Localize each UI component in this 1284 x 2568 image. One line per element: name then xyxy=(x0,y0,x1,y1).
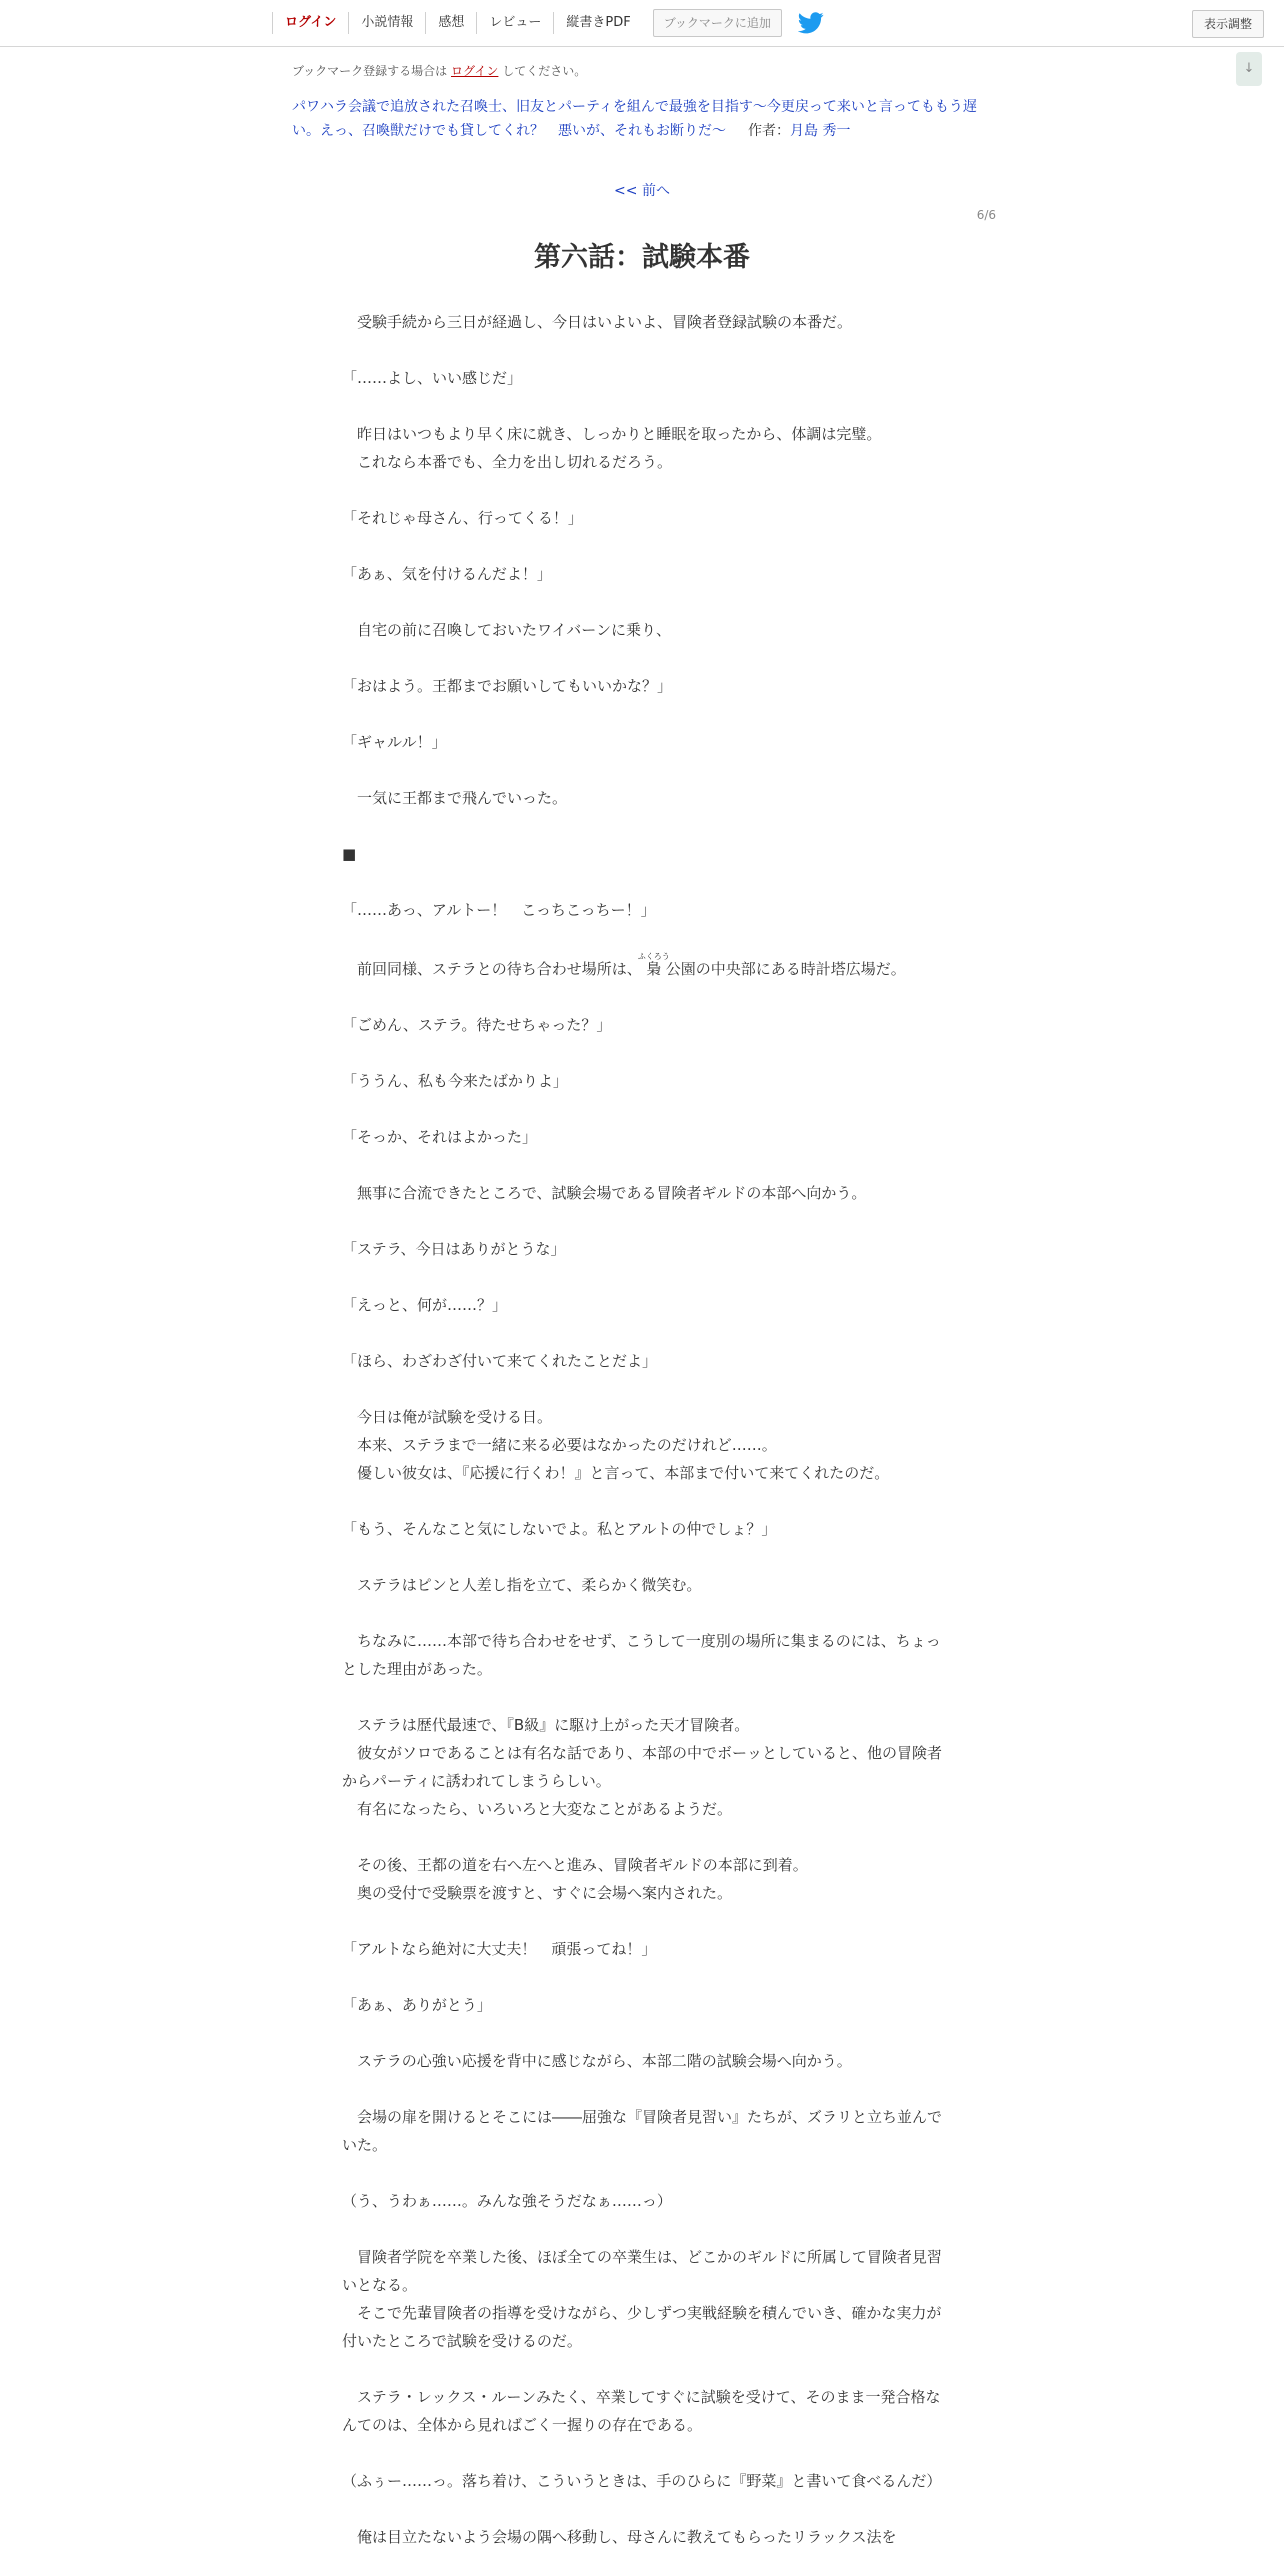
main-nav xyxy=(272,0,824,46)
blank-line xyxy=(342,1095,942,1123)
ruby-base: 梟 xyxy=(637,960,670,978)
paragraph-line: これなら本番でも、全力を出し切れるだろう。 xyxy=(357,453,673,471)
dialogue-line: 「それじゃ母さん、行ってくる！」 xyxy=(342,509,583,527)
blank-line xyxy=(342,983,942,1011)
paragraph-line: 自宅の前に召喚しておいたワイバーンに乗り、 xyxy=(357,621,671,639)
dialogue-line: 「あぁ、気を付けるんだよ！」 xyxy=(342,565,552,583)
paragraph-line: 無事に合流できたところで、試験会場である冒険者ギルドの本部へ向かう。 xyxy=(357,1184,867,1202)
dialogue-line: 「ギャルル！」 xyxy=(342,733,447,751)
notice-login-link[interactable]: ログイン xyxy=(451,64,499,78)
nav-novel-info-link[interactable]: 小説情報 xyxy=(348,12,425,34)
ruby-text-after: 公園の中央部にある時計塔広場だ。 xyxy=(665,960,906,978)
page-number: 6/6 xyxy=(976,208,996,222)
dialogue-line: 「アルトなら絶対に大丈夫！ 頑張ってね！」 xyxy=(342,1940,657,1958)
nav-review-link[interactable]: レビュー xyxy=(476,12,553,34)
paragraph-line: その後、王都の道を右へ左へと進み、冒険者ギルドの本部に到着。 xyxy=(357,1856,808,1874)
blank-line xyxy=(342,588,942,616)
ruby-reading: ふくろう xyxy=(637,952,670,961)
dialogue-line: 「……あっ、アルトー！ こっちこっちー！」 xyxy=(342,901,656,919)
paragraph-line xyxy=(342,952,942,983)
paragraph-line: 昨日はいつもより早く床に就き、しっかりと睡眠を取ったから、体調は完璧。 xyxy=(357,425,882,443)
blank-line xyxy=(342,644,942,672)
blank-line xyxy=(342,700,942,728)
scroll-down-icon[interactable]: ↓ xyxy=(1236,52,1262,86)
blank-line xyxy=(342,2439,942,2467)
bookmark-login-notice xyxy=(292,62,586,79)
series-title-link[interactable]: パワハラ会議で追放された召喚士、旧友とパーティを組んで最強を目指す～今更戻って来いと言ってももう遅い。えっ、召喚獣だけでも貸してくれ？ 悪いが、それもお断りだ～ xyxy=(292,99,977,139)
dialogue-line: 「えっと、何が……？」 xyxy=(342,1296,508,1314)
display-settings-button[interactable]: 表示調整 xyxy=(1192,10,1264,38)
blank-line xyxy=(342,868,942,896)
blank-line xyxy=(342,1823,942,1851)
paragraph-line: ステラはピンと人差し指を立て、柔らかく微笑む。 xyxy=(357,1576,702,1594)
dialogue-line: 「そっか、それはよかった」 xyxy=(342,1128,538,1146)
blank-line xyxy=(342,1907,942,1935)
twitter-icon[interactable] xyxy=(798,12,824,34)
dialogue-line: 「……よし、いい感じだ」 xyxy=(342,369,523,387)
author-name-link[interactable]: 月島 秀一 xyxy=(790,123,851,139)
blank-line xyxy=(342,336,942,364)
dialogue-line: 「もう、そんなこと気にしないでよ。私とアルトの仲でしょ？」 xyxy=(342,1520,777,1538)
dialogue-line: 「ほら、わざわざ付いて来てくれたことだよ」 xyxy=(342,1352,658,1370)
paragraph-line: 本来、ステラまで一緒に来る必要はなかったのだけれど……。 xyxy=(357,1436,777,1454)
dialogue-line: 「ステラ、今日はありがとうな」 xyxy=(342,1240,566,1258)
dialogue-line: 「ううん、私も今来たばかりよ」 xyxy=(342,1072,568,1090)
paragraph-line: ちなみに……本部で待ち合わせをせず、こうして一度別の場所に集まるのには、ちょっとした理由があった。 xyxy=(342,1632,941,1678)
nav-login-link[interactable]: ログイン xyxy=(272,12,348,34)
blank-line xyxy=(342,2495,942,2523)
paragraph-line: 受験手続から三日が経過し、今日はいよいよ、冒険者登録試験の本番だ。 xyxy=(357,313,853,331)
dialogue-line: 「ごめん、ステラ。待たせちゃった？」 xyxy=(342,1016,612,1034)
paragraph-line: ステラ・レックス・ルーンみたく、卒業してすぐに試験を受けて、そのまま一発合格なんてのは、全体から見ればごく一握りの存在である。 xyxy=(342,2388,941,2434)
blank-line xyxy=(342,1263,942,1291)
blank-line xyxy=(342,1151,942,1179)
blank-line xyxy=(342,1487,942,1515)
paragraph-line: 有名になったら、いろいろと大変なことがあるようだ。 xyxy=(357,1800,733,1818)
paragraph-line: ステラは歴代最速で、『B級』に駆け上がった天才冒険者。 xyxy=(357,1716,750,1734)
notice-suffix: してください。 xyxy=(502,64,587,78)
ruby-annotation xyxy=(637,952,670,978)
paragraph-line: 冒険者学院を卒業した後、ほぼ全ての卒業生は、どこかのギルドに所属して冒険者見習いとなる。 xyxy=(342,2248,942,2294)
chapter-title: 第六話：試験本番 xyxy=(534,242,750,273)
paragraph-line: 優しい彼女は、『応援に行くわ！』と言って、本部まで付いて来てくれたのだ。 xyxy=(357,1464,890,1482)
top-navigation-bar xyxy=(0,0,1284,47)
paragraph-line: 一気に王都まで飛んでいった。 xyxy=(357,789,568,807)
blank-line xyxy=(342,1207,942,1235)
dialogue-line: （ふぅー……っ。落ち着け、こういうときは、手のひらに『野菜』と書いて食べるんだ） xyxy=(342,2472,942,2490)
blank-line xyxy=(342,756,942,784)
dialogue-line: ■ xyxy=(342,845,357,863)
paragraph-line: 奥の受付で受験票を渡すと、すぐに会場へ案内された。 xyxy=(357,1884,733,1902)
blank-line xyxy=(342,392,942,420)
nav-impressions-link[interactable]: 感想 xyxy=(425,12,476,34)
blank-line xyxy=(342,1375,942,1403)
blank-line xyxy=(342,1599,942,1627)
dialogue-line: （う、うわぁ……。みんな強そうだなぁ……っ） xyxy=(342,2192,672,2210)
blank-line xyxy=(342,812,942,840)
series-info xyxy=(292,95,992,143)
blank-line xyxy=(342,1039,942,1067)
blank-line xyxy=(342,1683,942,1711)
add-bookmark-button[interactable]: ブックマークに追加 xyxy=(653,9,782,37)
blank-line xyxy=(342,2075,942,2103)
blank-line xyxy=(342,2215,942,2243)
novel-body-text xyxy=(342,308,942,2551)
blank-line xyxy=(342,1543,942,1571)
paragraph-line: そこで先輩冒険者の指導を受けながら、少しずつ実戦経験を積んでいき、確かな実力が付いたところで試験を受けるのだ。 xyxy=(342,2304,942,2350)
blank-line xyxy=(342,2019,942,2047)
blank-line xyxy=(342,476,942,504)
blank-line xyxy=(342,2159,942,2187)
dialogue-line: 「あぁ、ありがとう」 xyxy=(342,1996,492,2014)
ruby-text-before: 前回同様、ステラとの待ち合わせ場所は、 xyxy=(357,960,642,978)
paragraph-line: 俺は目立たないよう会場の隅へ移動し、母さんに教えてもらったリラックス法を xyxy=(357,2528,897,2546)
author-label: 作者： xyxy=(748,123,790,139)
prev-page-link[interactable]: << 前へ xyxy=(614,183,670,199)
blank-line xyxy=(342,1319,942,1347)
blank-line xyxy=(342,924,942,952)
blank-line xyxy=(342,532,942,560)
blank-line xyxy=(342,1963,942,1991)
paragraph-line: ステラの心強い応援を背中に感じながら、本部二階の試験会場へ向かう。 xyxy=(357,2052,852,2070)
nav-vertical-pdf-link[interactable]: 縦書きPDF xyxy=(553,12,642,34)
paragraph-line: 彼女がソロであることは有名な話であり、本部の中でボーッとしていると、他の冒険者からパーティに誘われてしまうらしい。 xyxy=(342,1744,943,1790)
paragraph-line: 会場の扉を開けるとそこには――屈強な『冒険者見習い』たちが、ズラリと立ち並んでいた。 xyxy=(342,2108,943,2154)
dialogue-line: 「おはよう。王都までお願いしてもいいかな？」 xyxy=(342,677,673,695)
blank-line xyxy=(342,2355,942,2383)
paragraph-line: 今日は俺が試験を受ける日。 xyxy=(357,1408,553,1426)
notice-prefix: ブックマーク登録する場合は xyxy=(292,64,448,78)
